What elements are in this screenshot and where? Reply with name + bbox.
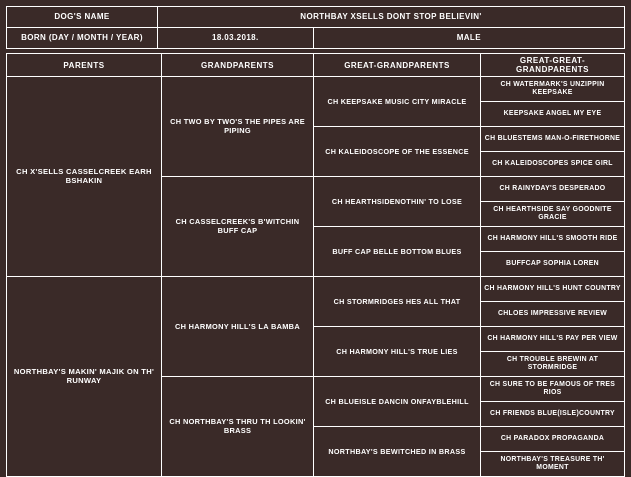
great-great-grandparent-cell: CH SURE TO BE FAMOUS OF TRES RIOS	[481, 377, 625, 402]
great-great-grandparent-cell: CH FRIENDS BLUE(ISLE)COUNTRY	[481, 402, 625, 427]
great-grandparent-cell: CH HARMONY HILL'S TRUE LIES	[314, 327, 481, 377]
great-great-grandparent-cell: CH KALEIDOSCOPES SPICE GIRL	[481, 152, 625, 177]
born-label: BORN (DAY / MONTH / YEAR)	[7, 28, 158, 49]
great-great-grandparent-cell: CHLOES IMPRESSIVE REVIEW	[481, 302, 625, 327]
born-value: 18.03.2018.	[158, 28, 314, 49]
column-header-great-grandparents: GREAT-GRANDPARENTS	[314, 54, 481, 77]
great-great-grandparent-cell: CH TROUBLE BREWIN AT STORMRIDGE	[481, 352, 625, 377]
great-grandparent-cell: CH KEEPSAKE MUSIC CITY MIRACLE	[314, 77, 481, 127]
great-great-grandparent-cell: CH HEARTHSIDE SAY GOODNITE GRACIE	[481, 202, 625, 227]
great-great-grandparent-cell: NORTHBAY'S TREASURE TH' MOMENT	[481, 452, 625, 477]
great-grandparent-cell: CH KALEIDOSCOPE OF THE ESSENCE	[314, 127, 481, 177]
dogs-name-label: DOG'S NAME	[7, 7, 158, 28]
great-grandparent-cell: CH HEARTHSIDENOTHIN' TO LOSE	[314, 177, 481, 227]
great-great-grandparent-cell: CH HARMONY HILL'S PAY PER VIEW	[481, 327, 625, 352]
column-header-grandparents: GRANDPARENTS	[162, 54, 314, 77]
great-grandparent-cell: BUFF CAP BELLE BOTTOM BLUES	[314, 227, 481, 277]
great-great-grandparent-cell: CH PARADOX PROPAGANDA	[481, 427, 625, 452]
grandparent-cell: CH NORTHBAY'S THRU TH LOOKIN' BRASS	[162, 377, 314, 477]
grandparent-cell: CH TWO BY TWO'S THE PIPES ARE PIPING	[162, 77, 314, 177]
great-great-grandparent-cell: BUFFCAP SOPHIA LOREN	[481, 252, 625, 277]
great-grandparent-cell: CH BLUEISLE DANCIN ONFAYBLEHILL	[314, 377, 481, 427]
column-header-row	[7, 54, 625, 77]
great-great-grandparent-cell: CH BLUESTEMS MAN-O-FIRETHORNE	[481, 127, 625, 152]
parent-cell: NORTHBAY'S MAKIN' MAJIK ON TH' RUNWAY	[7, 277, 162, 477]
great-great-grandparent-cell: KEEPSAKE ANGEL MY EYE	[481, 102, 625, 127]
table-row	[7, 77, 625, 102]
column-header-parents: PARENTS	[7, 54, 162, 77]
table-row	[7, 277, 625, 302]
grandparent-cell: CH CASSELCREEK'S B'WITCHIN BUFF CAP	[162, 177, 314, 277]
great-great-grandparent-cell: CH RAINYDAY'S DESPERADO	[481, 177, 625, 202]
great-grandparent-cell: CH STORMRIDGES HES ALL THAT	[314, 277, 481, 327]
sex-value: MALE	[313, 28, 624, 49]
column-header-great-great-grandparents: GREAT-GREAT-GRANDPARENTS	[481, 54, 625, 77]
parent-cell: CH X'SELLS CASSELCREEK EARH BSHAKIN	[7, 77, 162, 277]
great-great-grandparent-cell: CH WATERMARK'S UNZIPPIN KEEPSAKE	[481, 77, 625, 102]
dogs-name-value: NORTHBAY XSELLS DONT STOP BELIEVIN'	[158, 7, 625, 28]
great-great-grandparent-cell: CH HARMONY HILL'S HUNT COUNTRY	[481, 277, 625, 302]
dogs-name-row	[7, 7, 625, 28]
pedigree-header-table	[6, 6, 625, 49]
great-great-grandparent-cell: CH HARMONY HILL'S SMOOTH RIDE	[481, 227, 625, 252]
born-row	[7, 28, 625, 49]
pedigree-table	[6, 53, 625, 477]
grandparent-cell: CH HARMONY HILL'S LA BAMBA	[162, 277, 314, 377]
great-grandparent-cell: NORTHBAY'S BEWITCHED IN BRASS	[314, 427, 481, 477]
